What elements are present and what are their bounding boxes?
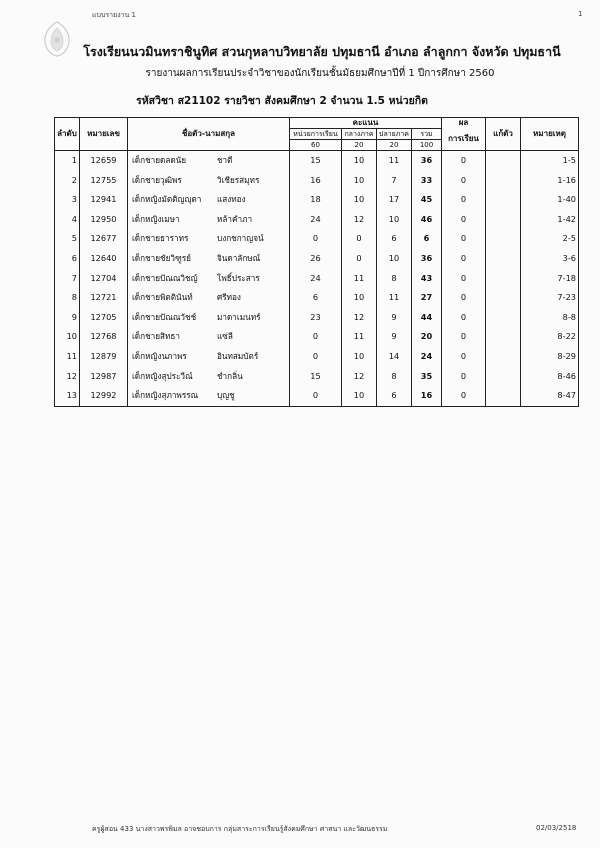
remark: 7-18 xyxy=(521,269,579,289)
row-no: 13 xyxy=(55,386,80,406)
row-no: 3 xyxy=(55,190,80,210)
fix-grade xyxy=(486,386,521,406)
mid-score: 11 xyxy=(342,327,377,347)
mid-score: 10 xyxy=(342,386,377,406)
total-score: 45 xyxy=(412,190,442,210)
grade: 0 xyxy=(442,367,486,387)
student-name xyxy=(128,210,290,230)
total-score: 46 xyxy=(412,210,442,230)
row-no: 7 xyxy=(55,269,80,289)
row-no: 1 xyxy=(55,151,80,171)
course-line: รหัสวิชา ส21102 รายวิชา สังคมศึกษา 2 จำนวน 1.5 หน่วยกิต xyxy=(136,95,428,107)
last-name: แสงทอง xyxy=(217,194,246,205)
mid-score: 10 xyxy=(342,288,377,308)
mid-score: 10 xyxy=(342,347,377,367)
fix-grade xyxy=(486,288,521,308)
final-score: 6 xyxy=(377,229,412,249)
table-row xyxy=(55,327,579,347)
document-title: โรงเรียนนวมินทราชินูทิศ สวนกุหลาบวิทยาลัย ปทุมธานี อำเภอ ลำลูกกา จังหวัด ปทุมธานี xyxy=(83,44,561,59)
footer-teacher: ครูผู้สอน 433 นางสาวพรพิมล อาจชอบการ กลุ่มสาระการเรียนรู้สังคมศึกษา ศาสนา และวัฒนธรรม xyxy=(92,825,388,833)
student-id: 12987 xyxy=(80,367,128,387)
remark: 8-22 xyxy=(521,327,579,347)
total-score: 16 xyxy=(412,386,442,406)
unit-score: 18 xyxy=(290,190,342,210)
footer-date: 02/03/2518 xyxy=(536,824,577,832)
header-id: หมายเลข xyxy=(80,118,128,151)
total-score: 27 xyxy=(412,288,442,308)
header-fix: แก้ตัว xyxy=(486,118,521,151)
student-name xyxy=(128,327,290,347)
grade: 0 xyxy=(442,249,486,269)
student-name xyxy=(128,308,290,328)
final-score: 9 xyxy=(377,308,412,328)
table-row xyxy=(55,190,579,210)
row-no: 4 xyxy=(55,210,80,230)
unit-score: 15 xyxy=(290,367,342,387)
student-name xyxy=(128,151,290,171)
final-score: 14 xyxy=(377,347,412,367)
mid-score: 12 xyxy=(342,308,377,328)
unit-score: 16 xyxy=(290,171,342,191)
student-id: 12640 xyxy=(80,249,128,269)
mid-score: 10 xyxy=(342,151,377,171)
last-name: แซ่ลี xyxy=(217,331,233,342)
last-name: หล้าคำภา xyxy=(217,213,253,224)
unit-score: 24 xyxy=(290,269,342,289)
student-name xyxy=(128,190,290,210)
header-name: ชื่อตัว-นามสกุล xyxy=(128,118,290,151)
student-name xyxy=(128,229,290,249)
last-name: ชำกลิ่น xyxy=(217,370,243,381)
first-name: เด็กชายชัยวิฑูรย์ xyxy=(132,252,191,263)
final-score: 6 xyxy=(377,386,412,406)
student-id: 12704 xyxy=(80,269,128,289)
total-score: 35 xyxy=(412,367,442,387)
mid-score: 0 xyxy=(342,249,377,269)
remark: 3-6 xyxy=(521,249,579,269)
grade: 0 xyxy=(442,386,486,406)
student-id: 12992 xyxy=(80,386,128,406)
remark: 2-5 xyxy=(521,229,579,249)
unit-score: 0 xyxy=(290,347,342,367)
student-id: 12941 xyxy=(80,190,128,210)
header-score: คะแนน xyxy=(290,118,442,129)
header-unit: หน่วยการเรียน xyxy=(290,129,342,140)
table-row xyxy=(55,367,579,387)
first-name: เด็กชายพิตตินันท์ xyxy=(132,292,193,303)
first-name: เด็กหญิงเมษา xyxy=(132,213,180,224)
total-score: 24 xyxy=(412,347,442,367)
table-row xyxy=(55,269,579,289)
remark: 8-46 xyxy=(521,367,579,387)
remark: 1-5 xyxy=(521,151,579,171)
grades-table xyxy=(54,117,579,407)
last-name: บุญชู xyxy=(217,390,235,401)
fix-grade xyxy=(486,229,521,249)
header-total: รวม xyxy=(412,129,442,140)
fix-grade xyxy=(486,249,521,269)
table-row xyxy=(55,229,579,249)
fix-grade xyxy=(486,190,521,210)
final-score: 8 xyxy=(377,367,412,387)
grade: 0 xyxy=(442,171,486,191)
fix-grade xyxy=(486,210,521,230)
total-score: 36 xyxy=(412,249,442,269)
fix-grade xyxy=(486,327,521,347)
total-score: 33 xyxy=(412,171,442,191)
mid-score: 10 xyxy=(342,171,377,191)
unit-score: 0 xyxy=(290,327,342,347)
fix-grade xyxy=(486,367,521,387)
grade: 0 xyxy=(442,347,486,367)
last-name: มาดาเมนทร์ xyxy=(217,311,261,322)
table-row xyxy=(55,308,579,328)
last-name: ชาตี xyxy=(217,155,233,165)
unit-score: 15 xyxy=(290,151,342,171)
header-mid-max: 20 xyxy=(342,140,377,151)
total-score: 36 xyxy=(412,151,442,171)
fix-grade xyxy=(486,347,521,367)
mid-score: 10 xyxy=(342,190,377,210)
report-subtitle: รายงานผลการเรียนประจำวิชาของนักเรียนชั้นมัธยมศึกษาปีที่ 1 ปีการศึกษา 2560 xyxy=(145,68,495,79)
remark: 8-47 xyxy=(521,386,579,406)
grade: 0 xyxy=(442,327,486,347)
first-name: เด็กชายธาราทร xyxy=(132,233,189,244)
header-final: ปลายภาค xyxy=(377,129,412,140)
student-id: 12879 xyxy=(80,347,128,367)
student-name xyxy=(128,171,290,191)
table-row xyxy=(55,151,579,171)
student-id: 12705 xyxy=(80,308,128,328)
grade: 0 xyxy=(442,229,486,249)
mid-score: 12 xyxy=(342,210,377,230)
final-score: 7 xyxy=(377,171,412,191)
remark: 8-8 xyxy=(521,308,579,328)
first-name: เด็กหญิงสุประวีณ์ xyxy=(132,370,193,381)
header-result-top: ผล xyxy=(442,118,486,129)
first-name: เด็กชายสิทธา xyxy=(132,331,181,342)
unit-score: 6 xyxy=(290,288,342,308)
student-name xyxy=(128,269,290,289)
unit-score: 23 xyxy=(290,308,342,328)
row-no: 2 xyxy=(55,171,80,191)
grade: 0 xyxy=(442,269,486,289)
header-total-max: 100 xyxy=(412,140,442,151)
final-score: 17 xyxy=(377,190,412,210)
grade: 0 xyxy=(442,151,486,171)
final-score: 9 xyxy=(377,327,412,347)
header-remark: หมายเหตุ xyxy=(521,118,579,151)
remark: 1-40 xyxy=(521,190,579,210)
unit-score: 0 xyxy=(290,229,342,249)
final-score: 10 xyxy=(377,210,412,230)
remark: 7-23 xyxy=(521,288,579,308)
unit-score: 0 xyxy=(290,386,342,406)
row-no: 6 xyxy=(55,249,80,269)
fix-grade xyxy=(486,308,521,328)
row-no: 8 xyxy=(55,288,80,308)
student-name xyxy=(128,386,290,406)
last-name: โพธิ์ประสาร xyxy=(217,272,260,283)
fix-grade xyxy=(486,269,521,289)
fix-grade xyxy=(486,151,521,171)
final-score: 11 xyxy=(377,288,412,308)
grade: 0 xyxy=(442,308,486,328)
first-name: เด็กชายดลดนัย xyxy=(132,155,187,165)
first-name: เด็กชายปัณณวิชญ์ xyxy=(132,272,198,283)
first-name: เด็กชายปัณณวัชช์ xyxy=(132,311,197,322)
remark: 1-42 xyxy=(521,210,579,230)
first-name: เด็กชายวุฒิพร xyxy=(132,174,182,185)
last-name: จินดาลักษณ์ xyxy=(217,252,261,263)
grade: 0 xyxy=(442,210,486,230)
row-no: 10 xyxy=(55,327,80,347)
last-name: บงกชกาญจน์ xyxy=(217,233,264,244)
form-label: แบบรายงาน 1 xyxy=(92,11,137,19)
table-row xyxy=(55,210,579,230)
student-name xyxy=(128,249,290,269)
student-id: 12659 xyxy=(80,151,128,171)
remark: 1-16 xyxy=(521,171,579,191)
mid-score: 11 xyxy=(342,269,377,289)
page-number: 1 xyxy=(578,10,583,18)
first-name: เด็กหญิงสุภาพรรณ xyxy=(132,390,199,401)
fix-grade xyxy=(486,171,521,191)
total-score: 43 xyxy=(412,269,442,289)
header-mid: กลางภาค xyxy=(342,129,377,140)
student-id: 12677 xyxy=(80,229,128,249)
mid-score: 0 xyxy=(342,229,377,249)
total-score: 20 xyxy=(412,327,442,347)
grade: 0 xyxy=(442,190,486,210)
last-name: ศรีทอง xyxy=(217,292,241,303)
unit-score: 24 xyxy=(290,210,342,230)
first-name: เด็กหญิงมัตติญญุตา xyxy=(132,194,202,205)
table-row xyxy=(55,288,579,308)
row-no: 12 xyxy=(55,367,80,387)
row-no: 11 xyxy=(55,347,80,367)
last-name: วิเชียรสมุทร xyxy=(217,174,260,185)
final-score: 10 xyxy=(377,249,412,269)
final-score: 8 xyxy=(377,269,412,289)
table-row xyxy=(55,386,579,406)
header-unit-max: 60 xyxy=(290,140,342,151)
student-id: 12755 xyxy=(80,171,128,191)
student-id: 12950 xyxy=(80,210,128,230)
mid-score: 12 xyxy=(342,367,377,387)
student-id: 12768 xyxy=(80,327,128,347)
first-name: เด็กหญิงนภาพร xyxy=(132,350,187,361)
table-row xyxy=(55,171,579,191)
final-score: 11 xyxy=(377,151,412,171)
student-name xyxy=(128,367,290,387)
row-no: 5 xyxy=(55,229,80,249)
last-name: อินทสมบัตร์ xyxy=(217,350,259,361)
grade: 0 xyxy=(442,288,486,308)
total-score: 6 xyxy=(412,229,442,249)
table-row xyxy=(55,249,579,269)
student-name xyxy=(128,288,290,308)
student-id: 12721 xyxy=(80,288,128,308)
table-row xyxy=(55,347,579,367)
row-no: 9 xyxy=(55,308,80,328)
student-name xyxy=(128,347,290,367)
remark: 8-29 xyxy=(521,347,579,367)
header-no: ลำดับ xyxy=(55,118,80,151)
total-score: 44 xyxy=(412,308,442,328)
header-final-max: 20 xyxy=(377,140,412,151)
unit-score: 26 xyxy=(290,249,342,269)
header-result-bottom: การเรียน xyxy=(442,129,486,151)
